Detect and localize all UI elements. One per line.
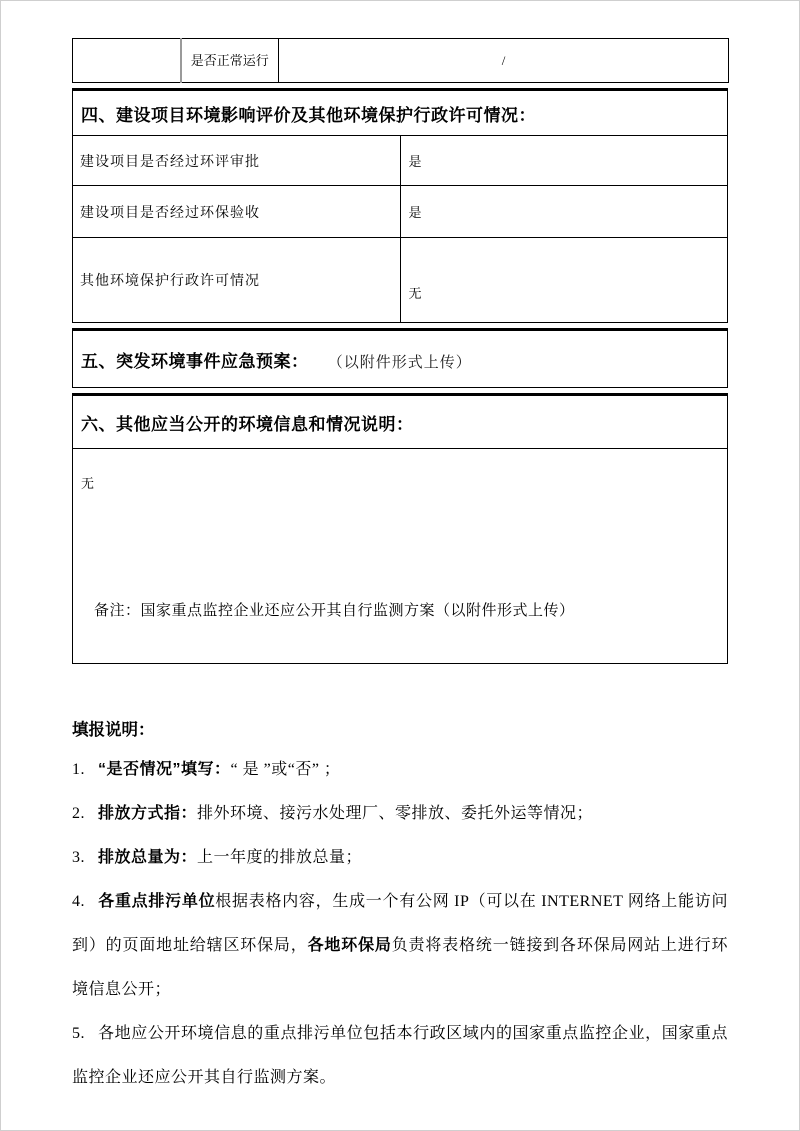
note-item-number: 5. — [72, 1025, 85, 1042]
section4-table — [72, 88, 728, 323]
note-item-number: 3. — [72, 849, 85, 866]
table-row — [73, 395, 728, 449]
section5-attachment-note: （以附件形式上传） — [327, 354, 472, 371]
note-item-text: 根据表格内容，生成一个有公网 IP（可以在 INTERNET 网络上能访问到）的页面地址给辖区环保局， — [72, 893, 728, 954]
table-row — [73, 330, 728, 388]
note-item-number: 2. — [72, 805, 85, 822]
row-value-ep-acceptance: 是 — [400, 186, 728, 238]
table-row — [73, 238, 728, 323]
carryover-table — [72, 38, 729, 83]
instructions-heading: 填报说明： — [72, 721, 155, 739]
note-item-text: “ 是 ”或“否” ； — [230, 761, 341, 778]
section6-title: 六、其他应当公开的环境信息和情况说明： — [73, 395, 728, 449]
note-item-text: 各地应公开环境信息的重点排污单位包括本行政区域内的国家重点监控企业，国家重点监控企业还应公开其自行监测方案。 — [72, 1025, 728, 1086]
note-item-text: 排外环境、接污水处理厂、零排放、委托外运等情况； — [197, 805, 594, 822]
note-item-text: 排放方式指： — [98, 805, 198, 822]
note-item-number: 4. — [72, 893, 85, 910]
note-item-text: 各重点排污单位 — [98, 893, 216, 910]
section6-remark: 备注：国家重点监控企业还应公开其自行监测方案（以附件形式上传） — [94, 603, 575, 619]
form-content — [72, 38, 728, 1100]
table-row — [73, 186, 728, 238]
note-item-text: “是否情况”填写： — [98, 761, 231, 778]
note-item — [72, 792, 728, 836]
note-item — [72, 880, 728, 1012]
row-label-ep-acceptance: 建设项目是否经过环保验收 — [73, 186, 401, 238]
note-item-text: 各地环保局 — [307, 937, 392, 954]
section4-title: 四、建设项目环境影响评价及其他环境保护行政许可情况： — [73, 90, 728, 136]
note-item — [72, 1012, 728, 1100]
section6-table — [72, 393, 728, 664]
row-value-eia-approval: 是 — [400, 136, 728, 186]
row-label-other-permits: 其他环境保护行政许可情况 — [73, 238, 401, 323]
note-item-number: 1. — [72, 761, 85, 778]
section6-content-cell — [73, 449, 728, 664]
carryover-value-cell: / — [279, 39, 729, 83]
section6-content: 无 — [81, 476, 95, 491]
carryover-label-cell: 是否正常运行 — [181, 39, 279, 83]
note-item-text: 上一年度的排放总量； — [197, 849, 363, 866]
table-row — [73, 90, 728, 136]
table-row — [73, 449, 728, 664]
table-row — [73, 39, 729, 83]
carryover-empty-cell — [73, 39, 181, 83]
filling-instructions — [72, 718, 728, 1100]
row-value-other-permits: 无 — [400, 238, 728, 323]
row-label-eia-approval: 建设项目是否经过环评审批 — [73, 136, 401, 186]
notes-items — [72, 748, 728, 1100]
note-item — [72, 836, 728, 880]
section5-title: 五、突发环境事件应急预案： — [81, 351, 309, 371]
note-item-text: 排放总量为： — [98, 849, 198, 866]
note-item — [72, 748, 728, 792]
note-item-text: 负责将表格统一链接到各环保局网站上进行环境信息公开； — [72, 937, 728, 998]
section5-title-cell — [73, 330, 728, 388]
table-row — [73, 136, 728, 186]
section5-table — [72, 328, 728, 388]
